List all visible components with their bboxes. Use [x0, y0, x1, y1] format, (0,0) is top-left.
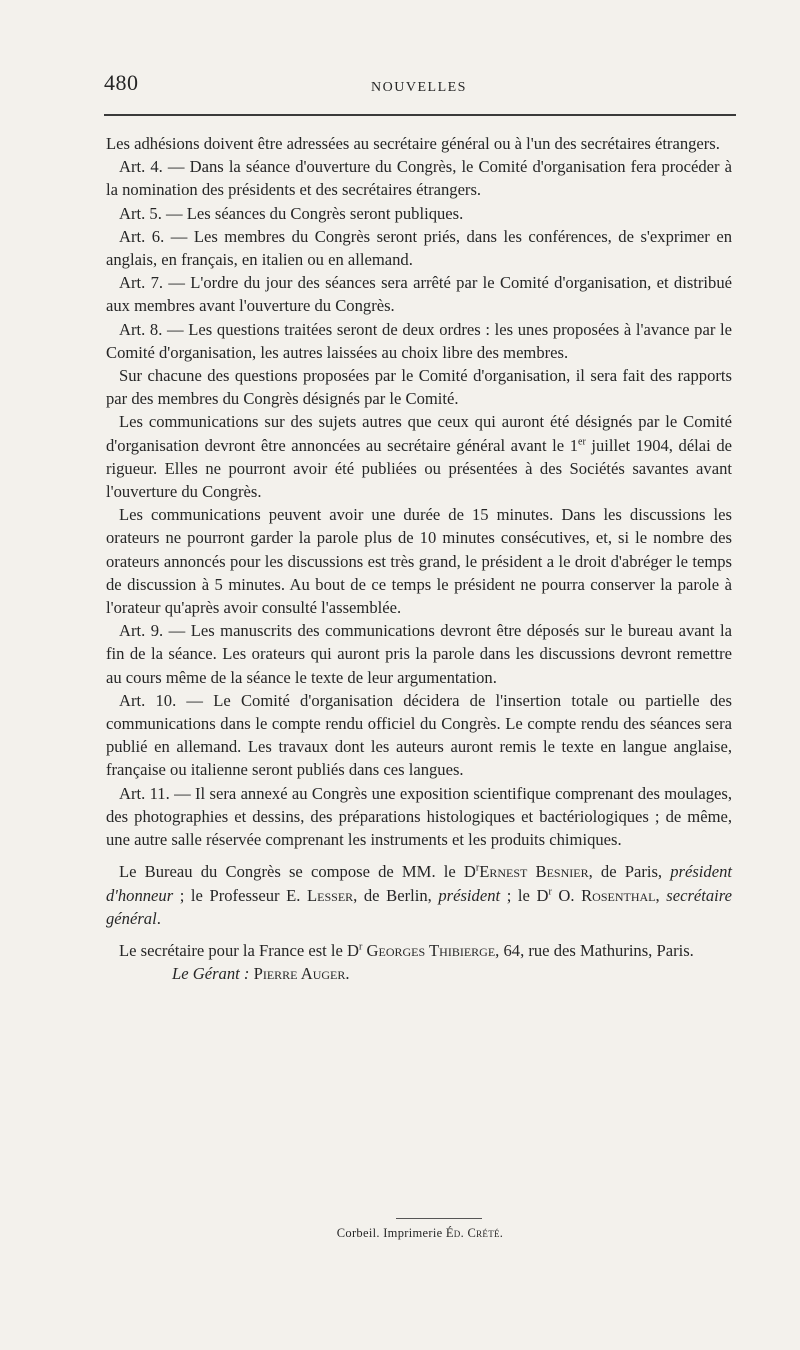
page-header [104, 70, 734, 110]
printer-imprint [0, 1226, 800, 1241]
paragraph-art-10: Art. 10. — Le Comité d'organisation décidera de l'insertion totale ou partielle des communications dans le compte rendu officiel du Congrès. Le compte rendu des séances sera publié en allemand. Les travaux dont les auteurs auront remis le texte en langue anglaise, française ou italienne seront publiés dans ces langues. [106, 690, 732, 780]
page-number: 480 [104, 70, 139, 95]
gerant-name: Pierre Auger. [253, 964, 350, 984]
bureau-name-besnier: Ernest Besnier [479, 862, 589, 882]
running-head: NOUVELLES [371, 80, 467, 95]
bureau-name-lesser: Lesser [307, 885, 354, 905]
paragraph-communications-part-2: juillet 1904, délai de rigueur. Elles ne pourront avoir été publiées ou présentées à des Sociétés savantes avant l'ouverture du Congrès. [106, 435, 732, 502]
secretary-sup: r [359, 941, 363, 953]
paragraph-art-7: Art. 7. — L'ordre du jour des séances sera arrêté par le Comité d'organisation, et distribué aux membres avant l'ouverture du Congrès. [106, 273, 732, 316]
paragraph-adhesions: Les adhésions doivent être adressées au secrétaire général ou à l'un des secrétaires étrangers. [106, 134, 720, 153]
bureau-role-honneur: président d'honneur [106, 862, 732, 905]
printer-name: Éd. Crété. [445, 1226, 504, 1240]
secretary-text-1: Le secrétaire pour la France est le D [119, 940, 360, 960]
secretary-name: Georges Thibierge [366, 940, 496, 960]
bureau-text-5: ; le D [500, 885, 549, 905]
paragraph-art-6: Art. 6. — Les membres du Congrès seront priés, dans les conférences, de s'exprimer en anglais, en français, en italien ou en allemand. [106, 226, 732, 270]
bureau-text-4: , de Berlin, [353, 885, 439, 905]
bureau-text-3: ; le Professeur E. [173, 885, 307, 905]
bureau-sup-2: r [548, 885, 552, 897]
bureau-sup-1: r [475, 862, 480, 874]
paragraph-art-11: Art. 11. — Il sera annexé au Congrès une exposition scientifique comprenant des moulages, des photographies et dessins, des préparations histologiques et bactériologiques ; de même, une autre salle réservée comprenant les instruments et les produits chimiques. [106, 783, 732, 850]
paragraph-communications [106, 410, 732, 503]
bureau-role-secretaire: secrétaire général [106, 885, 732, 928]
paragraph-communications-part-1: Les communications sur des sujets autres que ceux qui auront été désignés par le Comité d'organisation devront être annoncées au secrétaire général avant le 1 [106, 412, 732, 455]
paragraph-art-8: Art. 8. — Les questions traitées seront de deux ordres : les unes proposées à l'avance par le Comité d'organisation, les autres laissées au choix libre des membres. [106, 319, 732, 362]
paragraph-bureau [106, 860, 732, 930]
paragraph-art-4: Art. 4. — Dans la séance d'ouverture du Congrès, le Comité d'organisation fera procéder à la nomination des présidents et des secrétaires étrangers. [106, 157, 732, 200]
bureau-text-8: . [156, 908, 161, 928]
footer-rule [396, 1218, 482, 1219]
bureau-text-1: Le Bureau du Congrès se compose de MM. le D [119, 862, 476, 882]
header-rule [104, 114, 736, 116]
bureau-role-president: président [438, 885, 501, 905]
paragraph-art-5: Art. 5. — Les séances du Congrès seront publiques. [119, 203, 464, 223]
paragraph-questions: Sur chacune des questions proposées par le Comité d'organisation, il sera fait des rapports par des membres du Congrès désignés par le Comité. [106, 366, 732, 409]
secretary-text-2: , 64, rue des Mathurins, Paris. [495, 940, 694, 960]
paragraph-duree: Les communications peuvent avoir une durée de 15 minutes. Dans les discussions les orateurs ne pourront garder la parole plus de 10 minutes consécutives, et, si le nombre des orateurs annoncés pour les discussions est très grand, le président a le droit d'abréger le temps de discussion à 5 minutes. Au bout de ce temps le président ne pourra conserver la parole à l'orateur qu'après avoir consulté l'assemblée. [106, 505, 732, 618]
bureau-text-7: , [655, 885, 667, 905]
gerant-line [106, 962, 732, 985]
paragraph-art-9: Art. 9. — Les manuscrits des communications devront être déposés sur le bureau avant la fin de la séance. Les orateurs qui auront pris la parole dans les discussions devront remettre au cours même de la séance le texte de leur argumentation. [106, 621, 732, 687]
printer-imprint-inner [337, 1226, 503, 1241]
body-text [106, 132, 732, 985]
bureau-text-2: , de Paris, [588, 862, 671, 882]
gerant-label: Le Gérant : [172, 964, 250, 984]
superscript-er: er [578, 436, 586, 448]
paragraph-secretary [106, 939, 732, 962]
bureau-name-rosenthal: Rosenthal [581, 885, 656, 905]
bureau-text-6: O. [551, 885, 582, 905]
printer-city: Corbeil. Imprimerie [336, 1226, 446, 1240]
